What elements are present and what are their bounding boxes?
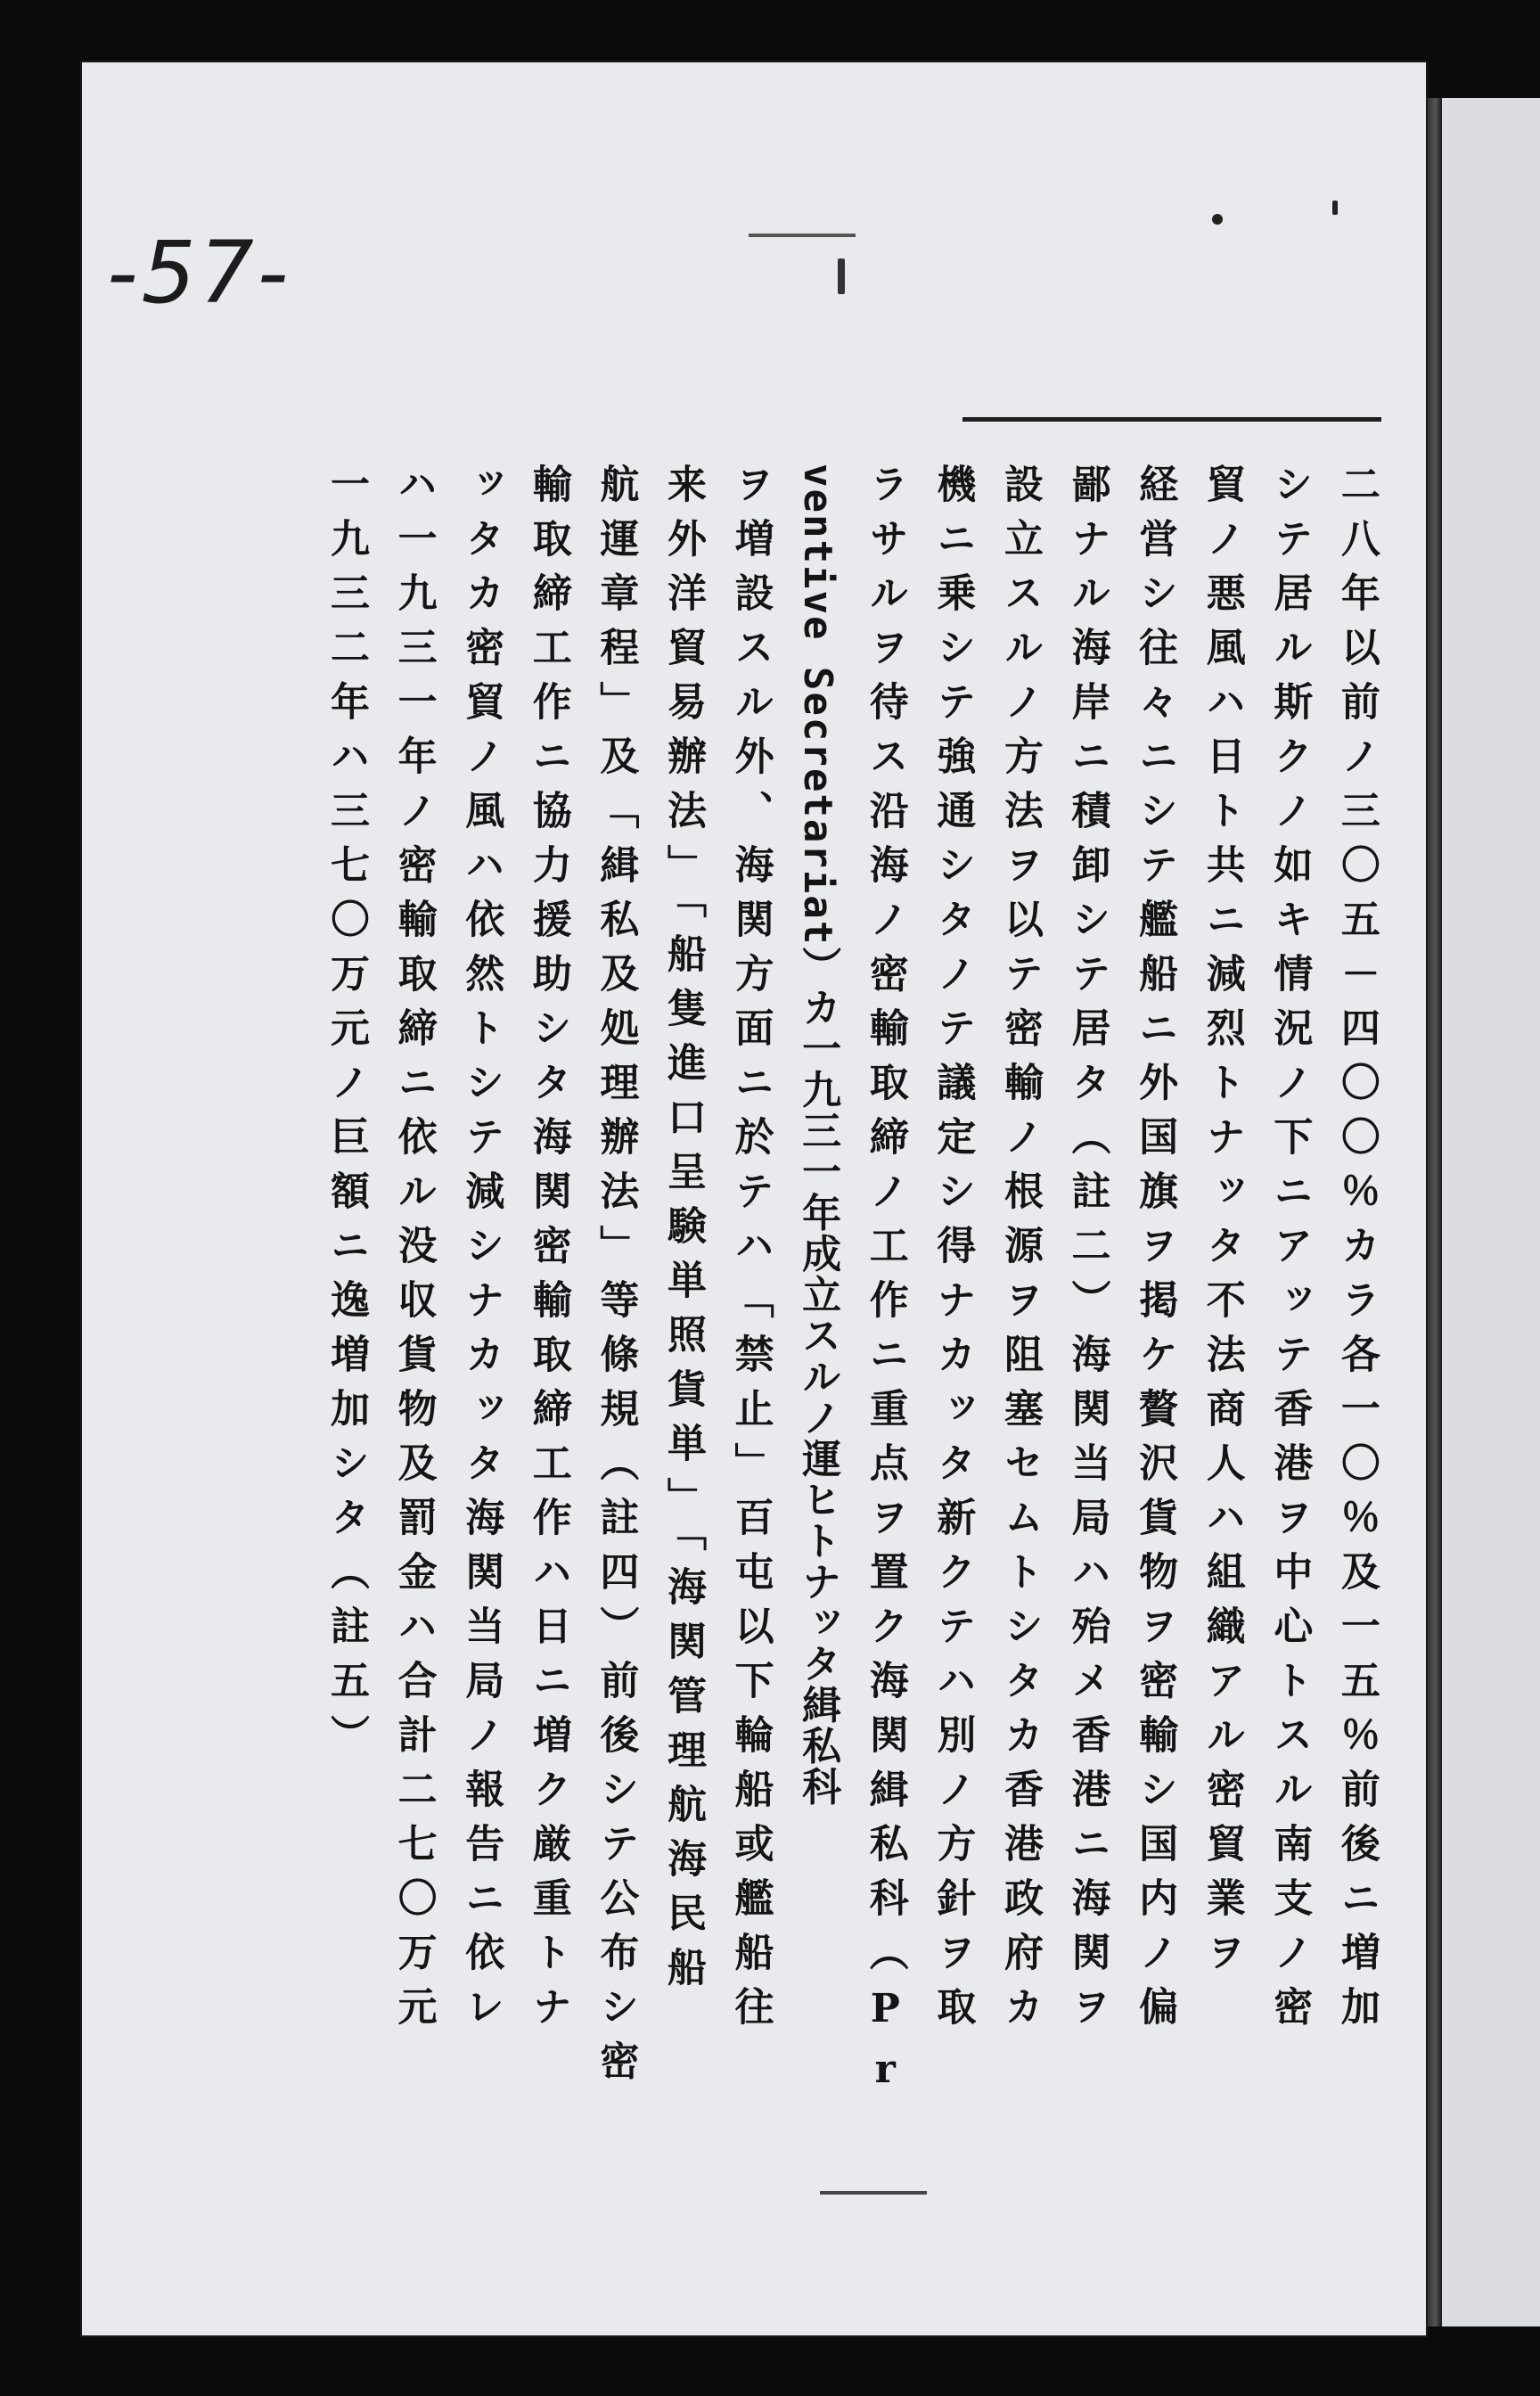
text-column: 貿ノ悪風ハ日ト共ニ減烈トナッタ不法商人ハ組織アル密貿業ヲ: [1199, 464, 1245, 1986]
text-column: 二八年以前ノ三〇五－四〇〇％カラ各一〇％及一五％前後ニ増加: [1333, 464, 1380, 2040]
text-column: シテ居ル斯クノ如キ情況ノ下ニアッテ香港ヲ中心トスル南支ノ密: [1266, 464, 1313, 2040]
text-column: ラサルヲ待ス沿海ノ密輸取締ノ工作ニ重点ヲ置ク海関緝私科（Pr: [862, 464, 908, 2107]
ink-mark: [820, 2191, 927, 2195]
text-column: ヲ増設スル外、海関方面ニ於テハ「禁止」百屯以下輪船或艦船往: [727, 464, 774, 2040]
text-column-latin: ventive Secretariat）カ一九三一年成立スルノ運ヒトナッタ緝私科: [795, 464, 841, 1808]
text-column: 設立スルノ方法ヲ以テ密輸ノ根源ヲ阻塞セムトシタカ香港政府カ: [996, 464, 1043, 2040]
text-column: 機ニ乗シテ強通シタノテ議定シ得ナカッタ新クテハ別ノ方針ヲ取: [930, 464, 976, 2040]
text-column: 航運章程」及「緝私及処理辦法」等條規（註四）前後シテ公布シ密: [593, 464, 639, 2095]
page-edge-shadow: [1426, 98, 1442, 2326]
ink-mark: [838, 258, 845, 294]
ink-speck: [1212, 214, 1223, 225]
text-column: 来外洋貿易辦法」「船隻進口呈験単照貨単」「海関管理航海民船: [659, 464, 706, 2001]
adjacent-page: [1442, 98, 1540, 2326]
text-column: 一九三二年ハ三七〇万元ノ巨額ニ逸増加シタ（註五）: [324, 464, 369, 1768]
text-column: 輸取締工作ニ協力援助シタ海関密輸取締工作ハ日ニ増ク厳重トナ: [525, 464, 571, 2040]
top-rule: [962, 417, 1381, 422]
text-column: ハ一九三一年ノ密輸取締ニ依ル没収貨物及罰金ハ合計二七〇万元: [390, 464, 437, 2040]
text-column: 鄙ナル海岸ニ積卸シテ居タ（註二）海関当局ハ殆メ香港ニ海関ヲ: [1064, 464, 1110, 2040]
page-number: -57-: [107, 223, 292, 323]
vertical-text-block: [321, 464, 1381, 2157]
ink-mark: [749, 234, 856, 237]
ink-speck: [1332, 201, 1338, 215]
text-column: ッタカ密貿ノ風ハ依然トシテ減シナカッタ海関当局ノ報告ニ依レ: [458, 464, 504, 2040]
text-column: 経営シ往々ニシテ艦船ニ外国旗ヲ掲ケ贅沢貨物ヲ密輸シ国内ノ偏: [1132, 464, 1178, 2040]
